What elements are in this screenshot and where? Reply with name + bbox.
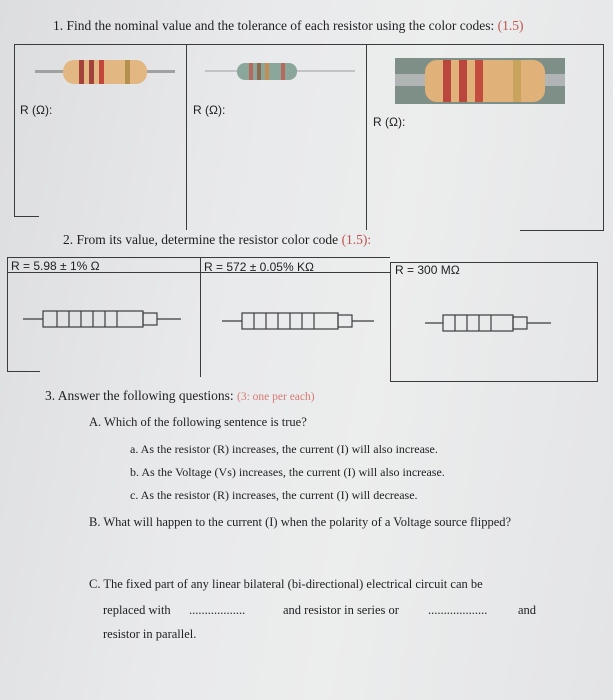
option-b[interactable]: b. As the Voltage (Vs) increases, the current (I) will also increase. <box>130 465 445 479</box>
resistor-band-symbol-icon[interactable] <box>425 313 555 333</box>
question-1-points: (1.5) <box>497 18 524 33</box>
question-3c-line-2e: and <box>518 603 537 617</box>
q1-table-divider-2 <box>366 44 367 230</box>
option-a[interactable]: a. As the resistor (R) increases, the current (I) will also increase. <box>130 442 438 456</box>
question-2-text: 2. From its value, determine the resistor color code <box>63 232 342 247</box>
question-1-title <box>53 18 524 34</box>
q1-cell-3-label: R (Ω): <box>373 115 406 129</box>
question-3c-line-2c: and resistor in series or <box>283 603 399 617</box>
q1-table-bottom-stub <box>14 216 39 217</box>
q1-table-right-border <box>603 44 604 230</box>
q1-cell-1-label: R (Ω): <box>20 103 53 117</box>
question-3c-line-1: C. The fixed part of any linear bilateral (bi-directional) electrical circuit can be <box>89 577 483 591</box>
q1-cell-2-label: R (Ω): <box>193 103 226 117</box>
q2-table-left-border <box>7 257 8 372</box>
question-3-points: (3: one per each) <box>237 391 315 403</box>
q2-table-divider-2 <box>390 262 391 382</box>
q2-table-divider-1 <box>200 257 201 377</box>
question-3c-line-3: resistor in parallel. <box>103 627 197 641</box>
blank-2[interactable]: ................... <box>428 603 488 617</box>
question-3b-text: B. What will happen to the current (I) when the polarity of a Voltage source flipped? <box>89 515 512 529</box>
resistor-photo-icon <box>395 58 565 104</box>
resistor-photo-icon <box>205 60 355 84</box>
q2-table-top-border <box>7 257 390 258</box>
option-c[interactable]: c. As the resistor (R) increases, the current (I) will decrease. <box>130 488 418 502</box>
q2-table-right-border <box>597 262 598 382</box>
question-3a-text: A. Which of the following sentence is true? <box>89 415 307 429</box>
question-1-text: 1. Find the nominal value and the tolerance of each resistor using the color codes: <box>53 18 498 33</box>
q1-table-left-border <box>14 44 15 216</box>
resistor-band-symbol-icon[interactable] <box>23 309 183 329</box>
question-2-points: (1.5): <box>341 232 372 247</box>
blank-1[interactable]: .................. <box>189 603 246 617</box>
q1-table-divider-1 <box>186 44 187 230</box>
q1-table-top-border <box>14 44 604 45</box>
resistor-band-symbol-icon[interactable] <box>222 311 382 331</box>
q2-table-bottom-stub <box>7 371 40 372</box>
q2-value-2: R = 572 ± 0.05% KΩ <box>204 260 314 274</box>
question-3-title <box>45 388 315 404</box>
q2-value-3: R = 300 MΩ <box>395 263 460 277</box>
question-3c-line-2a: replaced with <box>103 603 171 617</box>
resistor-photo-icon <box>35 55 175 89</box>
q2-value-1: R = 5.98 ± 1% Ω <box>11 259 100 273</box>
q2-table-bottom-right <box>390 381 598 382</box>
q1-table-bottom-right <box>520 230 604 231</box>
question-2-title <box>63 232 371 248</box>
question-3-text: 3. Answer the following questions: <box>45 388 237 403</box>
